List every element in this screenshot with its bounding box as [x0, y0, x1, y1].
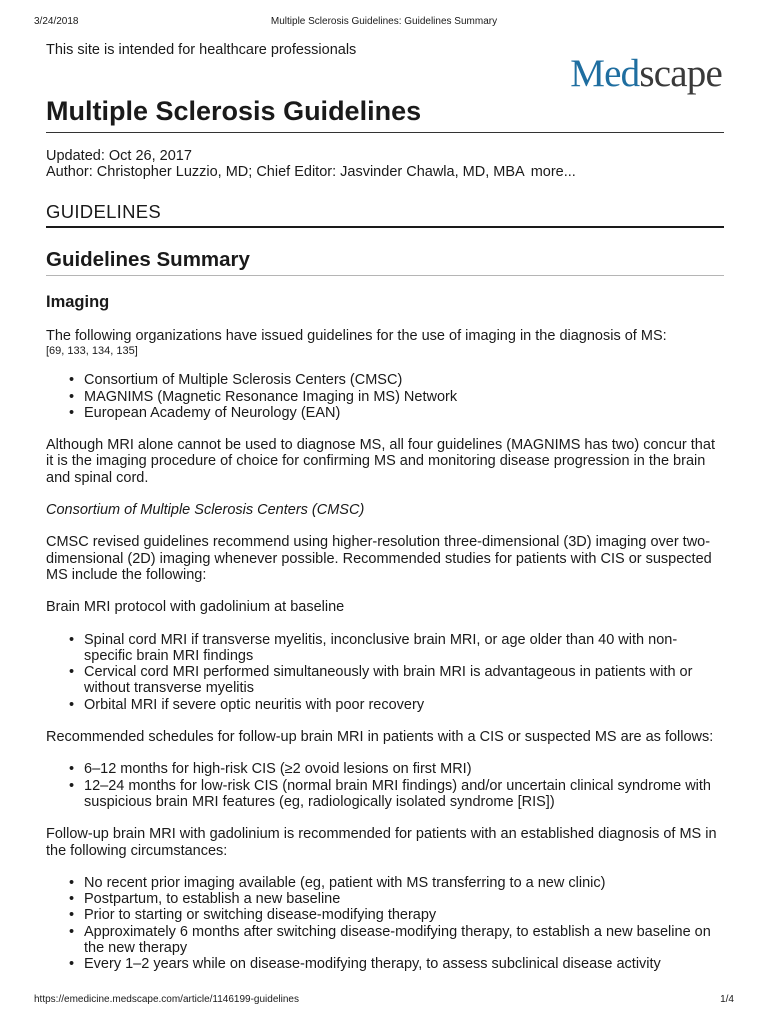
print-header	[34, 16, 734, 30]
list-item: • 12–24 months for low-risk CIS (normal brain MRI findings) and/or uncertain clinical syndrome with suspicious brain MRI features (eg, radiologically isolated syndrome [RIS])	[84, 778, 724, 811]
reference-links[interactable]: [69, 133, 134, 135]	[46, 345, 138, 358]
paragraph-schedule: Recommended schedules for follow-up brain MRI in patients with a CIS or suspected MS are as follows:	[46, 729, 714, 746]
summary-divider	[46, 275, 724, 276]
protocol-list	[46, 632, 724, 713]
list-item: • Approximately 6 months after switching disease-modifying therapy, to establish a new baseline on the new therapy	[84, 924, 724, 957]
summary-title: Guidelines Summary	[46, 248, 250, 271]
paragraph-protocol: Brain MRI protocol with gadolinium at baseline	[46, 599, 345, 616]
list-item: • European Academy of Neurology (EAN)	[84, 405, 724, 421]
page-number: 1/4	[720, 994, 734, 1005]
list-item: • MAGNIMS (Magnetic Resonance Imaging in MS) Network	[84, 389, 724, 405]
medscape-logo[interactable]	[570, 54, 722, 93]
author-line	[46, 164, 576, 180]
print-footer	[34, 994, 734, 1008]
print-page-title: Multiple Sclerosis Guidelines: Guidelines Summary	[270, 16, 498, 27]
list-item: • Every 1–2 years while on disease-modifying therapy, to assess subclinical disease activity	[84, 956, 724, 972]
paragraph-mri: Although MRI alone cannot be used to diagnose MS, all four guidelines (MAGNIMS has two) concur that it is the imaging procedure of choice for confirming MS and monitoring disease progression in the brain and spinal cord.	[46, 437, 715, 486]
imaging-heading: Imaging	[46, 293, 110, 311]
list-item: • 6–12 months for high-risk CIS (≥2 ovoid lesions on first MRI)	[84, 761, 724, 777]
organizations-list	[46, 372, 724, 421]
updated-date: Updated: Oct 26, 2017	[46, 148, 192, 164]
logo-scape: scape	[639, 52, 722, 95]
cmsc-subheading: Consortium of Multiple Sclerosis Centers (CMSC)	[46, 502, 365, 519]
print-date: 3/24/2018	[34, 16, 79, 27]
more-link[interactable]: more...	[530, 164, 576, 180]
page-url[interactable]: https://emedicine.medscape.com/article/1146199-guidelines	[34, 994, 299, 1005]
author-text: Author: Christopher Luzzio, MD; Chief Editor: Jasvinder Chawla, MD, MBA	[46, 164, 525, 180]
followup-list	[46, 875, 724, 973]
list-item: • No recent prior imaging available (eg, patient with MS transferring to a new clinic)	[84, 875, 724, 891]
imaging-intro	[46, 328, 724, 358]
schedule-list	[46, 761, 724, 810]
list-item: • Postpartum, to establish a new baseline	[84, 891, 724, 907]
paragraph-cmsc: CMSC revised guidelines recommend using higher-resolution three-dimensional (3D) imaging over two-dimensional (2D) imaging whenever possible. Recommended studies for patients with CIS or suspected MS include the following:	[46, 534, 712, 583]
list-item: • Cervical cord MRI performed simultaneously with brain MRI is advantageous in patients with or without transverse myelitis	[84, 664, 724, 697]
list-item: • Prior to starting or switching disease-modifying therapy	[84, 907, 724, 923]
section-divider	[46, 226, 724, 228]
paragraph-followup: Follow-up brain MRI with gadolinium is recommended for patients with an established diagnosis of MS in the following circumstances:	[46, 826, 717, 859]
section-label: GUIDELINES	[46, 201, 162, 222]
list-item: • Consortium of Multiple Sclerosis Centers (CMSC)	[84, 372, 724, 388]
logo-med: Med	[570, 52, 640, 95]
page-title: Multiple Sclerosis Guidelines	[46, 96, 422, 126]
list-item: • Orbital MRI if severe optic neuritis with poor recovery	[84, 697, 724, 713]
site-notice: This site is intended for healthcare professionals	[46, 42, 357, 58]
imaging-intro-text: The following organizations have issued guidelines for the use of imaging in the diagnosis of MS:	[46, 328, 667, 344]
article-meta	[46, 148, 576, 180]
title-divider	[46, 132, 724, 133]
imaging-section	[46, 292, 724, 989]
list-item: • Spinal cord MRI if transverse myelitis, inconclusive brain MRI, or age older than 40 with non-specific brain MRI findings	[84, 632, 724, 665]
